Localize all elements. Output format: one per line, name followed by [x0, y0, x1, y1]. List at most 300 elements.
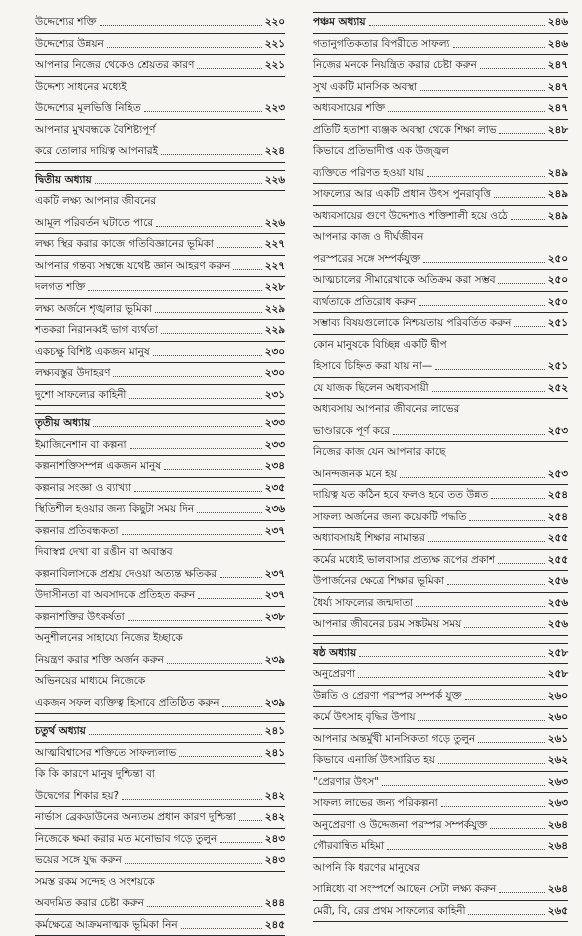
page-number: ২২৩: [265, 98, 285, 120]
section-gap: [35, 163, 285, 170]
page-number: ২৪৭: [548, 77, 568, 99]
entry-title: হিসাবে চিহ্নিত করা যায় না—: [313, 356, 432, 378]
entry-title: লক্ষ্য স্থির করার কাজে গতিবিজ্ঞানের ভূমিকা: [35, 234, 214, 256]
dot-leader: [400, 477, 545, 478]
page-number: ২২৪: [265, 141, 285, 163]
page-number: ২৩৫: [265, 478, 285, 500]
page-number: ২৫০: [548, 292, 568, 314]
dot-leader: [107, 47, 262, 48]
page-number: ২২৯: [265, 299, 285, 321]
toc-entry: [35, 628, 285, 650]
dot-leader: [469, 520, 545, 521]
entry-title: দলগত শক্তি: [35, 277, 85, 299]
dot-leader: [88, 290, 261, 291]
chapter-heading: [35, 413, 285, 435]
page-number: ২৬২: [548, 750, 568, 772]
dot-leader: [498, 283, 544, 284]
toc-entry: [35, 872, 285, 894]
entry-rule: [313, 635, 568, 636]
toc-entry: [313, 163, 568, 185]
chapter-heading: [313, 643, 568, 665]
toc-entry: [35, 786, 285, 808]
page-number: ২৫৩: [548, 421, 568, 443]
toc-entry: [313, 707, 568, 729]
toc-entry: [35, 893, 285, 915]
page-number: ২২১: [265, 55, 285, 77]
entry-title: সমস্ত রকম সন্দেহ ও সংশয়কে: [35, 876, 155, 888]
entry-title: তৃতীয় অধ্যায়: [35, 413, 90, 435]
page-number: ২৩৪: [265, 456, 285, 478]
dot-leader: [416, 606, 545, 607]
toc-entry: [35, 521, 285, 543]
page-number: ২৪১: [265, 743, 285, 765]
entry-title: পঞ্চম অধ্যায়: [313, 12, 366, 34]
dot-leader: [491, 498, 545, 499]
entry-title: উদ্দেশ্য সাধনের মধ্যেই: [35, 81, 127, 93]
dot-leader: [122, 534, 262, 535]
entry-title: যে যাজক ছিলেন অধ্যবসায়ী: [313, 378, 429, 400]
page-number: ২৩৩: [265, 413, 285, 435]
page-number: ২৩৯: [265, 650, 285, 672]
entry-rule: [35, 405, 285, 406]
toc-entry: [313, 879, 568, 901]
dot-leader: [239, 820, 262, 821]
page-number: ২৬০: [548, 707, 568, 729]
entry-title: কি কি কারণে মানুষ দুশ্চিন্তা বা: [35, 768, 155, 780]
chapter-separator: [35, 170, 285, 171]
toc-entry: [35, 342, 285, 364]
chapter-separator: [35, 413, 285, 414]
chapter-heading: [313, 12, 568, 34]
page-number: ২২০: [265, 12, 285, 34]
entry-title: ষষ্ঠ অধ্যায়: [313, 643, 356, 665]
dot-leader: [438, 763, 545, 764]
entry-title: ভয়ের সঙ্গে যুদ্ধ করুন: [35, 850, 122, 872]
toc-entry: [313, 528, 568, 550]
page-number: ২৫৬: [548, 614, 568, 636]
entry-title: উদ্দেশ্যের মূলভিত্তি নিহিত: [35, 98, 141, 120]
page-number: ২৫০: [548, 249, 568, 271]
toc-entry: [35, 915, 285, 936]
dot-leader: [220, 842, 262, 843]
page-number: ২৫৫: [548, 550, 568, 572]
dot-leader: [217, 247, 262, 248]
chapter-separator: [35, 721, 285, 722]
toc-entry: [35, 277, 285, 299]
page-number: ২৫১: [548, 356, 568, 378]
entry-title: নিজেকে ক্ষমা করার মত মনোভাব গড়ে তুলুন: [35, 829, 217, 851]
dot-leader: [147, 906, 262, 907]
chapter-separator: [313, 643, 568, 644]
toc-entry: [35, 585, 285, 607]
entry-rule: [313, 921, 568, 922]
dot-leader: [93, 426, 261, 427]
toc-entry: [313, 901, 568, 923]
entry-title: কল্পনাবিলাসকে প্রশ্রয় দেওয়া অত্যন্ত ক্ষতিকর: [35, 564, 217, 586]
page-number: ২৪৬: [548, 12, 568, 34]
dot-leader: [441, 806, 545, 807]
toc-entry: [35, 12, 285, 34]
entry-title: নিজের কাজ যেন আপনার কাছে: [313, 446, 445, 458]
page-number: ২২৬: [265, 213, 285, 235]
page-number: ২৪১: [265, 721, 285, 743]
dot-leader: [388, 111, 545, 112]
dot-leader: [198, 598, 262, 599]
page-number: ২৩৭: [265, 585, 285, 607]
dot-leader: [161, 333, 262, 334]
page-number: ২৩৭: [265, 521, 285, 543]
page-number: ২৫৫: [548, 528, 568, 550]
toc-entry: [35, 743, 285, 765]
dot-leader: [179, 756, 262, 757]
entry-title: আনন্দজনক মনে হয়: [313, 464, 397, 486]
dot-leader: [494, 197, 545, 198]
toc-entry: [35, 120, 285, 142]
toc-entry: [313, 793, 568, 815]
page-number: ২৪৫: [265, 915, 285, 936]
entry-title: কর্মে উৎসাহ বৃদ্ধির উপায়: [313, 707, 415, 729]
dot-leader: [156, 226, 262, 227]
entry-title: সম্ভাব্য বিষয়গুলোকে নিশ্চয়তায় পরিবর্তিত করুন: [313, 313, 511, 335]
entry-title: আপনার নিজের থেকেও শ্রেয়তর কারণ: [35, 55, 194, 77]
toc-entry: [35, 77, 285, 99]
toc-entry: [35, 34, 285, 56]
toc-entry: [313, 34, 568, 56]
page-number: ২৩১: [265, 385, 285, 407]
toc-entry: [313, 249, 568, 271]
entry-title: গৌরবান্বিত মহিমা: [313, 836, 384, 858]
toc-entry: [313, 593, 568, 615]
page-number: ২৫৬: [548, 571, 568, 593]
dot-leader: [514, 326, 544, 327]
entry-title: প্রতিটি হতাশা ব্যঞ্জক অবস্থা থেকে শিক্ষা লাভ: [313, 120, 496, 142]
entry-title: সাফল্য অর্জনের জন্য কয়েকটি পদ্ধতি: [313, 507, 466, 529]
entry-title: লক্ষ্য অর্জনে শৃঙ্খলার ভূমিকা: [35, 299, 152, 321]
dot-leader: [432, 391, 545, 392]
toc-entry: [35, 607, 285, 629]
toc-entry: [35, 850, 285, 872]
entry-title: শতকরা নিরানব্বই ভাগ ব্যর্থতা: [35, 320, 158, 342]
entry-title: উন্নতি ও প্রেরণা পরস্পর সম্পর্ক যুক্ত: [313, 686, 462, 708]
dot-leader: [468, 914, 544, 915]
page-number: ২৬১: [548, 729, 568, 751]
entry-title: কিভাবে প্রতিভাদীপ্ত এক উজ্জ্বল: [313, 145, 449, 157]
page-number: ২৩৭: [265, 564, 285, 586]
dot-leader: [464, 627, 545, 628]
page-number: ২৪৩: [265, 850, 285, 872]
entry-title: উদাসীনতা বা অবসাদকে প্রতিহত করুন: [35, 585, 195, 607]
toc-entry: [313, 507, 568, 529]
dot-leader: [453, 47, 545, 48]
toc-entry: [313, 335, 568, 357]
chapter-heading: [35, 170, 285, 192]
dot-leader: [382, 785, 545, 786]
entry-title: স্থিতিশীল হওয়ার জন্য কিছুটা সময় দিন: [35, 499, 194, 521]
page-number: ২২৭: [265, 234, 285, 256]
toc-entry: [313, 77, 568, 99]
toc-entry: [313, 442, 568, 464]
dot-leader: [480, 68, 545, 69]
dot-leader: [233, 269, 261, 270]
entry-title: সান্নিধ্যে বা সংস্পর্শে আছেন সেটা লক্ষ্য করুন: [313, 879, 496, 901]
entry-title: আপনার কাজ ও দীর্ঘজীবন: [313, 231, 423, 243]
page-number: ২৫৮: [548, 643, 568, 665]
dot-leader: [498, 563, 545, 564]
dot-leader: [95, 183, 262, 184]
entry-title: ব্যক্তিতে পরিণত হওয়া যায়: [313, 163, 424, 185]
dot-leader: [197, 512, 262, 513]
entry-title: করে তোলার দায়িত্ব আপনারই: [35, 141, 158, 163]
toc-entry: [35, 499, 285, 521]
toc-entry: [35, 213, 285, 235]
page-number: ২৪৯: [548, 163, 568, 185]
page-number: ২৪৮: [548, 120, 568, 142]
page-number: ২৫৬: [548, 593, 568, 615]
entry-title: গতানুগতিকতার বিপরীতে সাফল্য: [313, 34, 450, 56]
dot-leader: [129, 398, 261, 399]
page-number: ২৪৯: [548, 184, 568, 206]
dot-leader: [490, 828, 545, 829]
toc-entry: [35, 55, 285, 77]
toc-left-column: [35, 12, 285, 936]
page-number: ২৪৬: [548, 34, 568, 56]
entry-title: কর্মক্ষেত্রে আক্রমনাত্মক ভূমিকা নিন: [35, 915, 178, 936]
toc-entry: [313, 686, 568, 708]
toc-entry: [35, 191, 285, 213]
page-number: ২৬৪: [548, 815, 568, 837]
toc-entry: [313, 141, 568, 163]
page-number: ২৪৭: [548, 55, 568, 77]
entry-title: আপনি কি ধরণের মানুষের: [313, 862, 420, 874]
toc-entry: [35, 542, 285, 564]
dot-leader: [358, 677, 545, 678]
entry-title: একজন সফল ব্যক্তিত্ব হিসাবে প্রতিষ্ঠিত করুন: [35, 693, 219, 715]
entry-title: আপনার গন্তব্য সম্বন্ধে যথেষ্ট জ্ঞান আহরণ করুন: [35, 256, 230, 278]
toc-entry: [313, 356, 568, 378]
toc-entry: [313, 421, 568, 443]
entry-title: দ্বিতীয় অধ্যায়: [35, 170, 92, 192]
toc-entry: [313, 206, 568, 228]
page-number: ২৫৪: [548, 485, 568, 507]
dot-leader: [418, 720, 544, 721]
entry-title: আপনার মুখবন্ধকে বৈশিষ্ট্যপূর্ণ: [35, 124, 155, 136]
dot-leader: [369, 25, 545, 26]
entry-title: কল্পনাশক্তির উৎকর্ষতা: [35, 607, 125, 629]
toc-entry: [35, 385, 285, 407]
page-number: ২৪২: [265, 807, 285, 829]
dot-leader: [161, 154, 262, 155]
dot-leader: [222, 706, 261, 707]
dot-leader: [128, 620, 262, 621]
dot-leader: [419, 305, 545, 306]
dot-leader: [220, 577, 262, 578]
page-number: ২২৮: [265, 277, 285, 299]
entry-title: কিভাবে এনার্জি উৎসারিত হয়: [313, 750, 435, 772]
entry-title: কোন মানুষকে বিচ্ছিন্ন একটি দ্বীপ: [313, 339, 447, 351]
chapter-heading: [35, 721, 285, 743]
dot-leader: [393, 434, 545, 435]
entry-title: সুখ একটি মানসিক অবস্থা: [313, 77, 417, 99]
toc-entry: [313, 120, 568, 142]
dot-leader: [125, 863, 262, 864]
toc-entry: [313, 836, 568, 858]
page-number: ২৫০: [548, 270, 568, 292]
entry-title: অনুপ্রেরণা: [313, 664, 355, 686]
toc-entry: [313, 227, 568, 249]
page-number: ২৬৩: [548, 793, 568, 815]
section-gap: [35, 714, 285, 721]
entry-title: আপনার জীবনের চরম সঙ্কটময় সময়: [313, 614, 461, 636]
page-number: ২৩৮: [265, 607, 285, 629]
toc-entry: [313, 98, 568, 120]
toc-right-column: [313, 12, 568, 922]
toc-entry: [35, 435, 285, 457]
toc-entry: [313, 485, 568, 507]
dot-leader: [465, 699, 545, 700]
dot-leader: [420, 90, 545, 91]
section-gap: [35, 406, 285, 413]
page-number: ২৬৫: [548, 901, 568, 923]
page-number: ২২৯: [265, 320, 285, 342]
toc-entry: [313, 464, 568, 486]
toc-entry: [313, 292, 568, 314]
page-number: ২৪৯: [548, 206, 568, 228]
toc-entry: [35, 256, 285, 278]
entry-title: উদ্দেশ্যের উন্নয়ন: [35, 34, 104, 56]
entry-title: নিয়ন্ত্রণ করার শক্তি অর্জন করুন: [35, 650, 164, 672]
toc-entry: [313, 313, 568, 335]
toc-entry: [35, 141, 285, 163]
page-number: ২৬৪: [548, 879, 568, 901]
dot-leader: [387, 849, 545, 850]
entry-title: দায়িত্ব যত কঠিন হবে ফলও হবে তত উন্নত: [313, 485, 488, 507]
toc-entry: [313, 664, 568, 686]
dot-leader: [113, 376, 261, 377]
entry-title: সাফল্য লাভের জন্য পরিকল্পনা: [313, 793, 438, 815]
entry-title: ভাণ্ডারকে পূর্ণ করে: [313, 421, 390, 443]
entry-title: লক্ষ্যবস্তুর উদাহরণ: [35, 363, 110, 385]
section-gap: [313, 636, 568, 643]
page-number: ২৬০: [548, 686, 568, 708]
toc-entry: [35, 320, 285, 342]
page-number: ২২৭: [265, 256, 285, 278]
dot-leader: [167, 663, 262, 664]
dot-leader: [134, 491, 262, 492]
page-number: ২৫৮: [548, 664, 568, 686]
toc-entry: [35, 456, 285, 478]
dot-leader: [478, 742, 545, 743]
page-number: ২৩০: [265, 363, 285, 385]
entry-title: ইমাজিনেশান বা কল্পনা: [35, 435, 127, 457]
toc-entry: [313, 858, 568, 880]
entry-title: উদ্বেগের শিকার হয়?: [35, 786, 119, 808]
entry-title: কল্পনার সংজ্ঞা ও ব্যাখ্যা: [35, 478, 131, 500]
entry-title: "প্রেরণার উৎস": [313, 772, 379, 794]
toc-entry: [35, 764, 285, 786]
entry-title: অভিনয়ের মাধ্যমে নিজেকে: [35, 675, 145, 687]
page-number: ২৩৯: [265, 693, 285, 715]
toc-entry: [313, 55, 568, 77]
page-number: ২৪৭: [548, 98, 568, 120]
entry-rule: [35, 713, 285, 714]
toc-entry: [313, 399, 568, 421]
dot-leader: [499, 133, 544, 134]
page-number: ২৩৩: [265, 435, 285, 457]
page-number: ২৬৪: [548, 836, 568, 858]
dot-leader: [435, 369, 544, 370]
entry-title: অধ্যবসায় আপনার জীবনের লাভের: [313, 403, 459, 415]
entry-title: কল্পনার প্রতিবন্ধকতা: [35, 521, 119, 543]
page-number: ২৪৪: [265, 893, 285, 915]
dot-leader: [155, 312, 262, 313]
entry-title: আত্মবিশ্বাসের শক্তিতে সাফল্যলাভ: [35, 743, 176, 765]
page-number: ২৫২: [548, 378, 568, 400]
dot-leader: [181, 928, 262, 929]
toc-entry: [35, 363, 285, 385]
page-number: ২৫৪: [548, 507, 568, 529]
toc-entry: [35, 98, 285, 120]
page-number: ২২৬: [265, 170, 285, 192]
entry-title: উপার্জনের ক্ষেত্রে শিক্ষার ভূমিকা: [313, 571, 444, 593]
dot-leader: [447, 584, 545, 585]
toc-entry: [313, 815, 568, 837]
entry-rule: [35, 162, 285, 163]
entry-title: দুশো সাফল্যের কাহিনী: [35, 385, 126, 407]
entry-title: নার্ভাস ব্রেকডাউনের অন্যতম প্রধান কারণ দুশ্চিন্তা: [35, 807, 236, 829]
toc-entry: [35, 650, 285, 672]
entry-title: উদ্দেশ্যের শক্তি: [35, 12, 97, 34]
entry-title: ধৈর্য্য সাফল্যের জন্মদাতা: [313, 593, 413, 615]
dot-leader: [100, 25, 262, 26]
toc-entry: [35, 693, 285, 715]
toc-entry: [35, 829, 285, 851]
dot-leader: [153, 355, 262, 356]
entry-title: পরস্পরের সঙ্গে সম্পর্কযুক্ত: [313, 249, 420, 271]
entry-title: অধ্যবসায়ের গুণে উদ্দেশ্যও শক্তিশালী হয়ে ওঠে: [313, 206, 508, 228]
toc-entry: [35, 478, 285, 500]
entry-title: আমূল পরিবর্তন ঘটাতে পারে: [35, 213, 153, 235]
dot-leader: [511, 219, 545, 220]
toc-entry: [313, 270, 568, 292]
chapter-separator: [313, 12, 568, 13]
entry-title: দিবাস্বপ্ন দেখা বা রঙীন বা অবাস্তব: [35, 546, 173, 558]
page-number: ২৫৩: [548, 464, 568, 486]
page-number: ২৪২: [265, 786, 285, 808]
entry-title: অধ্যবসায়ের শক্তি: [313, 98, 385, 120]
dot-leader: [427, 176, 545, 177]
dot-leader: [197, 68, 261, 69]
entry-title: অবদমিত করার চেষ্টা করুন: [35, 893, 144, 915]
entry-title: কর্মের মধ্যেই ভালবাসার প্রত্যক্ষ রূপের প্রকাশ: [313, 550, 495, 572]
toc-entry: [35, 671, 285, 693]
toc-entry: [35, 299, 285, 321]
toc-entry: [313, 614, 568, 636]
entry-title: একটি লক্ষ্য আপনার জীবনের: [35, 195, 156, 207]
entry-title: নিজের মনকে নিয়ন্ত্রিত করার চেষ্টা করুন: [313, 55, 477, 77]
entry-title: আত্মচালের সীমারেখাকে অতিক্রম করা সম্ভব: [313, 270, 495, 292]
entry-title: মেরী, বি, রের প্রথম সাফল্যের কাহিনী: [313, 901, 465, 923]
toc-entry: [35, 807, 285, 829]
dot-leader: [89, 734, 262, 735]
page-number: ২৬৩: [548, 772, 568, 794]
entry-title: আপনার অন্তর্মুখী মানসিকতা গড়ে তুলুন: [313, 729, 475, 751]
dot-leader: [130, 448, 262, 449]
entry-title: চতুর্থ অধ্যায়: [35, 721, 86, 743]
entry-title: কল্পনাশক্তিসম্পন্ন একজন মানুষ: [35, 456, 161, 478]
dot-leader: [144, 111, 262, 112]
entry-title: অনুপ্রেরণা ও উদ্দেজনা পরস্পর সম্পর্কযুক্ত: [313, 815, 487, 837]
entry-title: একচক্ষু বিশিষ্ট একজন মানুষ: [35, 342, 150, 364]
